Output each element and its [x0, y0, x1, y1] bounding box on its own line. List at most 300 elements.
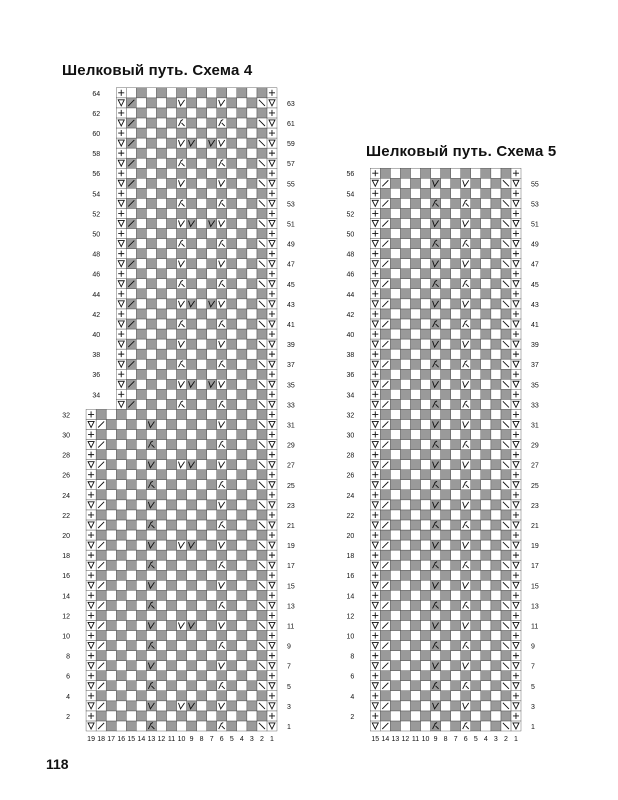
chart-cell — [431, 610, 441, 620]
chart-cell — [400, 620, 410, 630]
chart-cell — [410, 229, 420, 239]
chart-cell — [451, 249, 461, 259]
chart-cell — [380, 651, 390, 661]
chart-cell — [441, 198, 451, 208]
chart-cell — [431, 570, 441, 580]
chart-cell — [431, 289, 441, 299]
column-label: 9 — [433, 736, 438, 743]
chart-cell — [491, 671, 501, 681]
chart-cell — [481, 500, 491, 510]
row-label-left: 32 — [346, 412, 355, 420]
chart-cell — [421, 359, 431, 369]
chart-cell — [461, 490, 471, 500]
chart-cell — [390, 450, 400, 460]
chart-cell — [441, 600, 451, 610]
chart-cell — [421, 309, 431, 319]
chart-cell — [410, 379, 420, 389]
chart-cell — [421, 289, 431, 299]
chart-cell — [481, 610, 491, 620]
chart-cell — [390, 540, 400, 550]
row-label-left: 56 — [92, 171, 101, 179]
chart-cell — [441, 319, 451, 329]
chart-cell — [441, 440, 451, 450]
chart-cell — [501, 309, 511, 319]
chart-cell — [461, 651, 471, 661]
chart-cell — [481, 329, 491, 339]
chart-cell — [461, 540, 471, 550]
chart-cell — [421, 500, 431, 510]
row-label-left: 50 — [92, 231, 101, 239]
chart-cell — [471, 379, 481, 389]
chart-cell — [441, 430, 451, 440]
row-label-left: 6 — [350, 673, 355, 681]
chart-cell — [441, 681, 451, 691]
chart-cell — [400, 530, 410, 540]
chart-cell — [431, 500, 441, 510]
chart-cell — [410, 269, 420, 279]
chart-cell — [410, 369, 420, 379]
chart-cell — [431, 711, 441, 721]
chart-cell — [421, 218, 431, 228]
chart-cell — [431, 369, 441, 379]
chart-cell — [461, 259, 471, 269]
chart-cell — [451, 631, 461, 641]
chart-cell — [380, 208, 390, 218]
row-label-left: 26 — [346, 472, 355, 480]
chart-cell — [481, 208, 491, 218]
chart-cell — [471, 259, 481, 269]
chart-cell — [461, 229, 471, 239]
row-label-right: 51 — [531, 221, 539, 229]
chart-cell — [481, 661, 491, 671]
chart-cell — [471, 600, 481, 610]
chart-cell — [451, 560, 461, 570]
chart-cell — [431, 299, 441, 309]
chart-cell — [491, 550, 501, 560]
chart-cell — [421, 510, 431, 520]
chart-cell — [491, 299, 501, 309]
chart-cell — [441, 389, 451, 399]
chart-cell — [471, 480, 481, 490]
chart-cell — [390, 389, 400, 399]
row-label-right: 53 — [287, 201, 295, 209]
chart-cell — [461, 661, 471, 671]
row-label-left: 18 — [62, 553, 71, 561]
chart-cell — [400, 641, 410, 651]
row-label-right: 41 — [531, 321, 539, 329]
chart-cell — [390, 510, 400, 520]
page-number: 118 — [46, 756, 69, 772]
chart-cell — [390, 198, 400, 208]
chart-cell — [410, 178, 420, 188]
chart-cell — [441, 289, 451, 299]
chart-cell — [471, 319, 481, 329]
chart-cell — [441, 550, 451, 560]
row-label-left: 20 — [346, 533, 355, 541]
row-label-left: 16 — [346, 573, 355, 581]
chart-cell — [481, 399, 491, 409]
scheme-4-title: Шелковый путь. Схема 4 — [62, 62, 253, 79]
chart-cell — [451, 269, 461, 279]
chart-cell — [421, 600, 431, 610]
chart-cell — [441, 369, 451, 379]
chart-cell — [491, 279, 501, 289]
chart-cell — [501, 269, 511, 279]
chart-cell — [390, 359, 400, 369]
chart-cell — [481, 178, 491, 188]
chart-cell — [451, 530, 461, 540]
row-label-right: 47 — [287, 261, 295, 269]
chart-cell — [390, 580, 400, 590]
chart-cell — [390, 641, 400, 651]
row-label-left: 24 — [62, 492, 71, 500]
chart-cell — [441, 661, 451, 671]
chart-cell — [410, 641, 420, 651]
chart-cell — [410, 470, 420, 480]
chart-cell — [390, 349, 400, 359]
chart-cell — [431, 389, 441, 399]
chart-cell — [390, 299, 400, 309]
chart-cell — [481, 681, 491, 691]
chart-cell — [471, 651, 481, 661]
chart-cell — [390, 701, 400, 711]
chart-cell — [410, 480, 420, 490]
chart-cell — [491, 470, 501, 480]
chart-cell — [501, 430, 511, 440]
chart-cell — [421, 399, 431, 409]
chart-cell — [451, 641, 461, 651]
chart-cell — [471, 229, 481, 239]
chart-cell — [491, 269, 501, 279]
chart-cell — [400, 570, 410, 580]
chart-cell — [501, 590, 511, 600]
chart-cell — [400, 520, 410, 530]
column-label: 2 — [259, 736, 264, 743]
chart-cell — [481, 701, 491, 711]
chart-cell — [400, 550, 410, 560]
chart-cell — [451, 701, 461, 711]
chart-cell — [471, 641, 481, 651]
chart-cell — [461, 620, 471, 630]
chart-cell — [501, 510, 511, 520]
chart-cell — [441, 409, 451, 419]
chart-cell — [410, 520, 420, 530]
chart-cell — [461, 631, 471, 641]
chart-cell — [431, 540, 441, 550]
chart-cell — [481, 510, 491, 520]
chart-cell — [400, 510, 410, 520]
chart-cell — [451, 480, 461, 490]
chart-cell — [421, 651, 431, 661]
row-label-left: 54 — [346, 191, 355, 199]
chart-cell — [451, 510, 461, 520]
chart-cell — [481, 440, 491, 450]
chart-cell — [431, 631, 441, 641]
chart-cell — [390, 399, 400, 409]
chart-cell — [390, 279, 400, 289]
chart-cell — [451, 188, 461, 198]
chart-cell — [441, 580, 451, 590]
chart-cell — [400, 309, 410, 319]
row-label-left: 42 — [92, 311, 101, 319]
chart-cell — [431, 218, 441, 228]
chart-cell — [400, 540, 410, 550]
chart-cell — [491, 309, 501, 319]
chart-cell — [471, 550, 481, 560]
chart-cell — [471, 610, 481, 620]
chart-cell — [481, 259, 491, 269]
row-label-left: 32 — [62, 412, 71, 420]
chart-cell — [461, 450, 471, 460]
chart-cell — [471, 409, 481, 419]
row-label-left: 28 — [62, 452, 71, 460]
chart-cell — [441, 299, 451, 309]
chart-cell — [431, 530, 441, 540]
chart-cell — [451, 389, 461, 399]
chart-cell — [501, 450, 511, 460]
chart-cell — [431, 309, 441, 319]
chart-cell — [491, 520, 501, 530]
chart-cell — [491, 329, 501, 339]
chart-cell — [471, 218, 481, 228]
chart-cell — [431, 399, 441, 409]
chart-cell — [431, 279, 441, 289]
chart-cell — [481, 530, 491, 540]
chart-cell — [410, 671, 420, 681]
chart-cell — [481, 309, 491, 319]
chart-cell — [481, 450, 491, 460]
chart-cell — [431, 520, 441, 530]
chart-cell — [491, 610, 501, 620]
chart-cell — [400, 339, 410, 349]
chart-cell — [400, 651, 410, 661]
chart-cell — [451, 409, 461, 419]
chart-cell — [491, 218, 501, 228]
chart-cell — [400, 419, 410, 429]
chart-cell — [471, 721, 481, 731]
chart-cell — [501, 289, 511, 299]
row-label-right: 15 — [287, 583, 295, 591]
row-label-right: 7 — [287, 663, 291, 671]
row-label-left: 10 — [62, 633, 71, 641]
chart-cell — [471, 239, 481, 249]
chart-cell — [410, 721, 420, 731]
chart-cell — [380, 269, 390, 279]
chart-cell — [471, 349, 481, 359]
chart-cell — [471, 419, 481, 429]
chart-cell — [491, 430, 501, 440]
chart-cell — [441, 510, 451, 520]
column-label: 5 — [229, 736, 234, 743]
chart-cell — [471, 359, 481, 369]
row-label-right: 11 — [287, 623, 295, 631]
row-label-right: 25 — [531, 482, 539, 490]
chart-cell — [441, 721, 451, 731]
chart-cell — [380, 309, 390, 319]
column-label: 1 — [270, 736, 274, 743]
chart-cell — [390, 610, 400, 620]
chart-cell — [441, 450, 451, 460]
chart-cell — [390, 651, 400, 661]
chart-cell — [390, 269, 400, 279]
chart-cell — [441, 530, 451, 540]
column-label: 15 — [371, 736, 380, 743]
chart-cell — [471, 590, 481, 600]
chart-cell — [451, 711, 461, 721]
chart-cell — [471, 671, 481, 681]
chart-cell — [481, 631, 491, 641]
chart-cell — [400, 661, 410, 671]
chart-cell — [471, 269, 481, 279]
chart-cell — [410, 661, 420, 671]
chart-cell — [441, 620, 451, 630]
chart-cell — [481, 590, 491, 600]
chart-cell — [390, 329, 400, 339]
chart-cell — [390, 590, 400, 600]
chart-cell — [400, 560, 410, 570]
chart-cell — [491, 530, 501, 540]
row-label-right: 41 — [287, 321, 295, 329]
chart-cell — [481, 570, 491, 580]
chart-cell — [481, 319, 491, 329]
chart-cell — [481, 369, 491, 379]
chart-cell — [481, 430, 491, 440]
row-label-left: 38 — [92, 352, 101, 360]
chart-cell — [410, 651, 420, 661]
chart-cell — [421, 580, 431, 590]
chart-cell — [471, 430, 481, 440]
chart-cell — [451, 540, 461, 550]
chart-cell — [400, 289, 410, 299]
chart-cell — [451, 349, 461, 359]
chart-cell — [461, 389, 471, 399]
chart-cell — [410, 389, 420, 399]
chart-cell — [441, 560, 451, 570]
chart-cell — [481, 359, 491, 369]
chart-cell — [491, 198, 501, 208]
chart-cell — [410, 359, 420, 369]
chart-cell — [410, 339, 420, 349]
chart-cell — [481, 168, 491, 178]
chart-cell — [431, 229, 441, 239]
row-label-left: 10 — [346, 633, 355, 641]
chart-cell — [431, 480, 441, 490]
chart-cell — [380, 289, 390, 299]
chart-cell — [410, 329, 420, 339]
chart-cell — [400, 460, 410, 470]
chart-cell — [481, 711, 491, 721]
chart-cell — [431, 359, 441, 369]
chart-cell — [400, 580, 410, 590]
row-label-right: 31 — [287, 422, 295, 430]
chart-cell — [501, 490, 511, 500]
chart-cell — [441, 651, 451, 661]
chart-cell — [390, 419, 400, 429]
chart-cell — [481, 279, 491, 289]
chart-cell — [400, 440, 410, 450]
column-label: 3 — [249, 736, 254, 743]
chart-cell — [431, 188, 441, 198]
chart-cell — [491, 590, 501, 600]
chart-cell — [461, 289, 471, 299]
chart-cell — [441, 540, 451, 550]
chart-cell — [421, 329, 431, 339]
chart-cell — [451, 339, 461, 349]
chart-cell — [390, 249, 400, 259]
chart-cell — [451, 168, 461, 178]
row-label-right: 53 — [531, 201, 539, 209]
chart-cell — [471, 490, 481, 500]
chart-cell — [481, 299, 491, 309]
column-label: 15 — [127, 736, 136, 743]
chart-cell — [481, 339, 491, 349]
row-label-left: 30 — [62, 432, 71, 440]
chart-cell — [380, 369, 390, 379]
chart-cell — [501, 249, 511, 259]
row-label-left: 52 — [346, 211, 355, 219]
row-label-right: 37 — [287, 362, 295, 370]
chart-cell — [441, 419, 451, 429]
chart-cell — [400, 600, 410, 610]
row-label-right: 1 — [287, 723, 291, 731]
chart-cell — [421, 540, 431, 550]
chart-cell — [410, 460, 420, 470]
chart-cell — [421, 339, 431, 349]
chart-cell — [491, 510, 501, 520]
chart-cell — [471, 661, 481, 671]
chart-cell — [431, 178, 441, 188]
chart-cell — [471, 701, 481, 711]
chart-cell — [491, 319, 501, 329]
chart-cell — [400, 269, 410, 279]
chart-cell — [431, 490, 441, 500]
chart-cell — [481, 239, 491, 249]
chart-cell — [390, 490, 400, 500]
chart-cell — [501, 349, 511, 359]
chart-cell — [451, 379, 461, 389]
chart-cell — [421, 711, 431, 721]
chart-cell — [471, 691, 481, 701]
row-label-right: 35 — [287, 382, 295, 390]
row-label-right: 17 — [531, 563, 539, 571]
row-label-left: 4 — [350, 693, 355, 701]
chart-cell — [410, 550, 420, 560]
chart-cell — [431, 510, 441, 520]
chart-cell — [410, 419, 420, 429]
row-label-left: 44 — [92, 291, 101, 299]
chart-cell — [501, 329, 511, 339]
row-label-left: 12 — [346, 613, 355, 621]
chart-cell — [410, 168, 420, 178]
row-label-right: 39 — [287, 342, 295, 350]
chart-cell — [380, 349, 390, 359]
chart-cell — [390, 681, 400, 691]
chart-cell — [481, 490, 491, 500]
chart-cell — [481, 550, 491, 560]
row-label-right: 55 — [287, 181, 295, 189]
chart-cell — [451, 329, 461, 339]
chart-cell — [451, 198, 461, 208]
chart-cell — [421, 480, 431, 490]
chart-cell — [441, 711, 451, 721]
chart-cell — [400, 229, 410, 239]
chart-cell — [441, 480, 451, 490]
chart-cell — [421, 590, 431, 600]
chart-cell — [451, 590, 461, 600]
chart-cell — [441, 470, 451, 480]
chart-cell — [491, 691, 501, 701]
chart-cell — [390, 289, 400, 299]
